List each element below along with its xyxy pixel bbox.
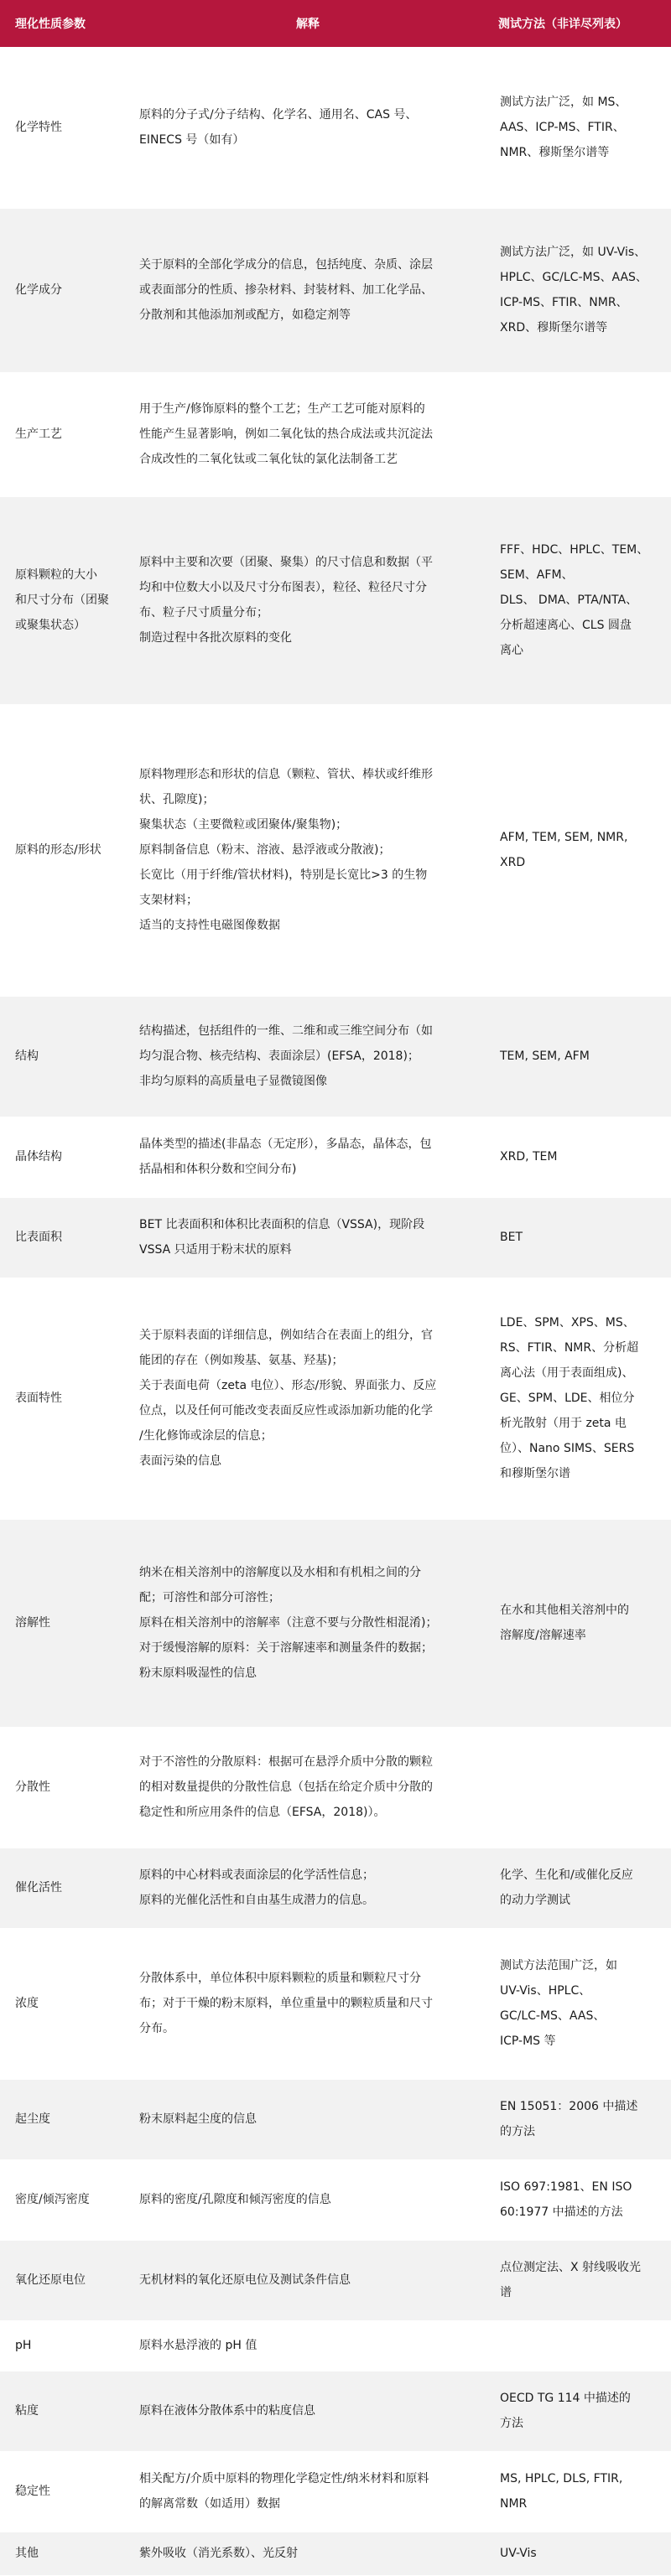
method-line: 在水和其他相关溶剂中的: [500, 1604, 629, 1617]
param-cell: [0, 1727, 127, 1848]
method-line: XRD、穆斯堡尔谱等: [500, 321, 608, 334]
param-line: pH: [15, 2339, 32, 2352]
method-line: SEM、AFM、: [500, 568, 574, 582]
desc-line: 结构描述，包括组件的一维、二维和或三维空间分布（如: [139, 1024, 433, 1038]
method-line: HPLC、GC/LC-MS、AAS、: [500, 271, 648, 284]
desc-line: 性能产生显著影响，例如二氧化钛的热合成法或共沉淀法: [139, 428, 433, 441]
table-row: [0, 47, 671, 208]
description-cell: [127, 1197, 488, 1278]
param-line: 催化活性: [15, 1881, 62, 1894]
test-method-cell: [488, 1848, 671, 1928]
param-cell: [0, 1278, 127, 1519]
description-cell: [127, 1848, 488, 1928]
param-line: 原料颗粒的大小: [15, 568, 97, 582]
desc-line: 原料制备信息（粉末、溶液、悬浮液或分散液)；: [139, 843, 391, 857]
desc-line: 原料的分子式/分子结构、化学名、通用名、CAS 号、: [139, 107, 418, 122]
method-line: 谱: [500, 2286, 512, 2299]
desc-line: 对于不溶性的分散原料：根据可在悬浮介质中分散的颗粒: [139, 1755, 433, 1769]
table-row: [0, 372, 671, 496]
method-line: XRD, TEM: [500, 1150, 558, 1164]
table-row: [0, 704, 671, 996]
param-cell: [0, 1848, 127, 1928]
table-row: [0, 1848, 671, 1928]
method-line: 的动力学测试: [500, 1894, 570, 1907]
desc-line: 分布。: [139, 2022, 174, 2035]
method-line: LDE、SPM、XPS、MS、: [500, 1316, 635, 1329]
method-line: 和穆斯堡尔谱: [500, 1467, 570, 1480]
table-row: [0, 496, 671, 704]
method-line: 60:1977 中描述的方法: [500, 2205, 623, 2219]
method-line: FFF、HDC、HPLC、TEM、: [500, 543, 649, 557]
desc-line: 分散体系中，单位体积中原料颗粒的质量和颗粒尺寸分: [139, 1972, 421, 1985]
desc-line: 关于表面电荷（zeta 电位）、形态/形貌、界面张力、反应: [139, 1379, 437, 1392]
table-header-row: [0, 0, 671, 47]
desc-line: 原料中主要和次要（团聚、聚集）的尺寸信息和数据（平: [139, 556, 433, 569]
test-method-cell: [488, 496, 671, 704]
desc-line: 原料的光催化活性和自由基生成潜力的信息。: [139, 1894, 374, 1907]
desc-line: 长宽比（用于纤维/管状材料)，特别是长宽比>3 的生物: [139, 868, 428, 882]
param-cell: [0, 2451, 127, 2532]
desc-line: 均匀混合物、核壳结构、表面涂层）(EFSA，2018)；: [139, 1050, 419, 1063]
param-line: 化学成分: [15, 283, 62, 297]
desc-line: 括晶相和体积分数和空间分布): [139, 1163, 297, 1176]
method-line: 测试方法广泛，如 UV-Vis、: [500, 246, 647, 259]
desc-line: 粉末原料吸湿性的信息: [139, 1666, 257, 1680]
test-method-cell: [488, 372, 671, 496]
method-line: 测试方法广泛，如 MS、: [500, 95, 627, 109]
desc-line: 紫外吸收（消光系数）、光反射: [139, 2547, 298, 2560]
test-method-cell: [488, 1278, 671, 1519]
table-body: [0, 47, 671, 2575]
test-method-cell: [488, 2451, 671, 2532]
description-cell: [127, 2371, 488, 2451]
desc-line: BET 比表面积和体积比表面积的信息（VSSA)，现阶段: [139, 1218, 425, 1231]
method-line: GE、SPM、LDE、相位分: [500, 1392, 635, 1405]
param-line: 氧化还原电位: [15, 2273, 86, 2287]
table-row: [0, 2079, 671, 2159]
table-row: [0, 2371, 671, 2451]
method-line: NMR、穆斯堡尔谱等: [500, 145, 610, 159]
method-line: AFM, TEM, SEM, NMR,: [500, 831, 628, 844]
table-row: [0, 1117, 671, 1197]
desc-line: 关于原料表面的详细信息，例如结合在表面上的组分，官: [139, 1329, 433, 1342]
param-line: 原料的形态/形状: [15, 843, 101, 857]
header-desc: 解释: [127, 0, 488, 47]
param-cell: [0, 2079, 127, 2159]
header-param: 理化性质参数: [0, 0, 127, 47]
test-method-cell: [488, 2079, 671, 2159]
test-method-cell: [488, 2532, 671, 2575]
param-cell: [0, 496, 127, 704]
method-line: ICP-MS 等: [500, 2034, 556, 2048]
param-line: 粘度: [15, 2404, 39, 2418]
param-cell: [0, 1519, 127, 1727]
description-cell: [127, 372, 488, 496]
description-cell: [127, 208, 488, 372]
desc-line: 无机材料的氧化还原电位及测试条件信息: [139, 2273, 351, 2287]
param-cell: [0, 704, 127, 996]
table-row: [0, 1727, 671, 1848]
description-cell: [127, 1519, 488, 1727]
desc-line: 布、粒子尺寸质量分布；: [139, 606, 268, 619]
method-line: OECD TG 114 中描述的: [500, 2392, 631, 2405]
desc-line: 的解离常数（如适用）数据: [139, 2497, 280, 2511]
desc-line: 位点，以及任何可能改变表面反应性或添加新功能的化学: [139, 1404, 433, 1418]
test-method-cell: [488, 47, 671, 208]
description-cell: [127, 2532, 488, 2575]
description-cell: [127, 704, 488, 996]
method-line: UV-Vis: [500, 2547, 537, 2560]
desc-line: 用于生产/修饰原料的整个工艺；生产工艺可能对原料的: [139, 402, 425, 416]
desc-line: 粉末原料起尘度的信息: [139, 2112, 257, 2126]
desc-line: 状、孔隙度)；: [139, 793, 215, 806]
desc-line: 原料物理形态和形状的信息（颗粒、管状、棒状或纤维形: [139, 768, 433, 781]
desc-line: 关于原料的全部化学成分的信息，包括纯度、杂质、涂层: [139, 258, 433, 272]
test-method-cell: [488, 1197, 671, 1278]
desc-line: EINECS 号（如有）: [139, 132, 245, 147]
table-row: [0, 2320, 671, 2371]
desc-line: 原料的密度/孔隙度和倾泻密度的信息: [139, 2193, 331, 2206]
table-row: [0, 1928, 671, 2079]
param-line: 表面特性: [15, 1392, 62, 1405]
table-row: [0, 2159, 671, 2240]
desc-line: 或表面部分的性质、掺杂材料、封装材料、加工化学品、: [139, 283, 433, 297]
method-line: EN 15051：2006 中描述: [500, 2100, 638, 2113]
method-line: MS, HPLC, DLS, FTIR,: [500, 2472, 623, 2485]
param-cell: [0, 2532, 127, 2575]
method-line: 点位测定法、X 射线吸收光: [500, 2261, 642, 2274]
desc-line: 表面污染的信息: [139, 1454, 221, 1468]
method-line: 析光散射（用于 zeta 电: [500, 1417, 627, 1430]
table-row: [0, 1278, 671, 1519]
desc-line: 配；可溶性和部分可溶性；: [139, 1591, 280, 1604]
desc-line: 聚集状态（主要微粒或团聚体/聚集物)；: [139, 818, 348, 832]
desc-line: 均和中位数大小以及尺寸分布图表），粒径、粒径尺寸分: [139, 581, 427, 594]
desc-line: 稳定性和所应用条件的信息（EFSA，2018)）。: [139, 1806, 386, 1819]
description-cell: [127, 2320, 488, 2371]
param-cell: [0, 996, 127, 1117]
desc-line: 原料在相关溶剂中的溶解率（注意不要与分散性相混淆)；: [139, 1616, 438, 1630]
param-line: 结构: [15, 1050, 39, 1063]
table-row: [0, 208, 671, 372]
desc-line: 支架材料；: [139, 894, 198, 907]
method-line: UV-Vis、HPLC、: [500, 1984, 591, 1998]
desc-line: 晶体类型的描述(非晶态（无定形），多晶态，晶体态，包: [139, 1138, 432, 1151]
test-method-cell: [488, 1928, 671, 2079]
param-line: 或聚集状态）: [15, 619, 86, 632]
test-method-cell: [488, 1727, 671, 1848]
param-line: 其他: [15, 2547, 39, 2560]
param-line: 分散性: [15, 1780, 50, 1794]
method-line: 测试方法范围广泛，如: [500, 1959, 617, 1972]
method-line: 分析超速离心、CLS 圆盘: [500, 619, 632, 632]
description-cell: [127, 996, 488, 1117]
test-method-cell: [488, 2371, 671, 2451]
description-cell: [127, 1928, 488, 2079]
desc-line: 的相对数量提供的分散性信息（包括在给定介质中分散的: [139, 1780, 433, 1794]
param-cell: [0, 2159, 127, 2240]
method-line: GC/LC-MS、AAS、: [500, 2009, 606, 2023]
method-line: ICP-MS、FTIR、NMR、: [500, 296, 628, 309]
param-line: 化学特性: [15, 120, 62, 134]
method-line: 溶解度/溶解速率: [500, 1629, 586, 1642]
param-line: 浓度: [15, 1997, 39, 2010]
description-cell: [127, 496, 488, 704]
desc-line: /生化修饰或涂层的信息；: [139, 1429, 273, 1443]
test-method-cell: [488, 704, 671, 996]
param-line: 比表面积: [15, 1231, 62, 1244]
desc-line: 相关配方/介质中原料的物理化学稳定性/纳米材料和原料: [139, 2472, 429, 2485]
desc-line: 原料在液体分散体系中的粘度信息: [139, 2404, 315, 2418]
param-line: 生产工艺: [15, 428, 62, 441]
method-line: AAS、ICP-MS、FTIR、: [500, 120, 625, 134]
param-cell: [0, 1197, 127, 1278]
description-cell: [127, 2159, 488, 2240]
desc-line: 原料水悬浮液的 pH 值: [139, 2339, 257, 2352]
method-line: 离心法（用于表面组成)、: [500, 1366, 634, 1380]
desc-line: VSSA 只适用于粉末状的原料: [139, 1243, 292, 1257]
method-line: 位）、Nano SIMS、SERS: [500, 1442, 635, 1455]
test-method-cell: [488, 2240, 671, 2320]
test-method-cell: [488, 2320, 671, 2371]
test-method-cell: [488, 1117, 671, 1197]
method-line: BET: [500, 1231, 523, 1244]
method-line: ISO 697:1981、EN ISO: [500, 2180, 632, 2194]
test-method-cell: [488, 1519, 671, 1727]
param-cell: [0, 1928, 127, 2079]
desc-line: 合成改性的二氧化钛或二氧化钛的氯化法制备工艺: [139, 453, 398, 466]
method-line: 的方法: [500, 2125, 535, 2138]
param-line: 稳定性: [15, 2485, 50, 2498]
description-cell: [127, 2240, 488, 2320]
table-row: [0, 1519, 671, 1727]
param-line: 密度/倾泻密度: [15, 2193, 90, 2206]
desc-line: 非均匀原料的高质量电子显微镜图像: [139, 1075, 327, 1088]
description-cell: [127, 2451, 488, 2532]
method-line: 方法: [500, 2417, 523, 2430]
param-line: 起尘度: [15, 2112, 50, 2126]
param-line: 晶体结构: [15, 1150, 62, 1164]
param-cell: [0, 2240, 127, 2320]
desc-line: 纳米在相关溶剂中的溶解度以及水相和有机相之间的分: [139, 1566, 421, 1579]
table-row: [0, 1197, 671, 1278]
param-cell: [0, 208, 127, 372]
table-row: [0, 2451, 671, 2532]
method-line: TEM, SEM, AFM: [500, 1050, 590, 1063]
desc-line: 能团的存在（例如羧基、氨基、羟基)；: [139, 1354, 344, 1367]
param-cell: [0, 2371, 127, 2451]
test-method-cell: [488, 208, 671, 372]
header-method: 测试方法（非详尽列表）: [488, 0, 671, 47]
description-cell: [127, 47, 488, 208]
method-line: XRD: [500, 856, 526, 869]
test-method-cell: [488, 996, 671, 1117]
method-line: NMR: [500, 2497, 528, 2511]
method-line: RS、FTIR、NMR、分析超: [500, 1341, 639, 1355]
table-row: [0, 2532, 671, 2575]
param-line: 和尺寸分布（团聚: [15, 593, 109, 607]
method-line: 化学、生化和/或催化反应: [500, 1869, 633, 1882]
description-cell: [127, 1117, 488, 1197]
param-cell: [0, 47, 127, 208]
description-cell: [127, 2079, 488, 2159]
test-method-cell: [488, 2159, 671, 2240]
table-row: [0, 2240, 671, 2320]
desc-line: 制造过程中各批次原料的变化: [139, 631, 292, 645]
desc-line: 布；对于干燥的粉末原料，单位重量中的颗粒质量和尺寸: [139, 1997, 433, 2010]
description-cell: [127, 1727, 488, 1848]
param-line: 溶解性: [15, 1616, 50, 1630]
method-line: DLS、 DMA、PTA/NTA、: [500, 593, 638, 607]
desc-line: 原料的中心材料或表面涂层的化学活性信息；: [139, 1869, 374, 1882]
description-cell: [127, 1278, 488, 1519]
param-cell: [0, 372, 127, 496]
desc-line: 分散剂和其他添加剂或配方，如稳定剂等: [139, 308, 351, 322]
param-cell: [0, 2320, 127, 2371]
param-cell: [0, 1117, 127, 1197]
table-row: [0, 996, 671, 1117]
desc-line: 对于缓慢溶解的原料：关于溶解速率和测量条件的数据；: [139, 1641, 433, 1655]
desc-line: 适当的支持性电磁图像数据: [139, 919, 280, 932]
method-line: 离心: [500, 644, 523, 657]
